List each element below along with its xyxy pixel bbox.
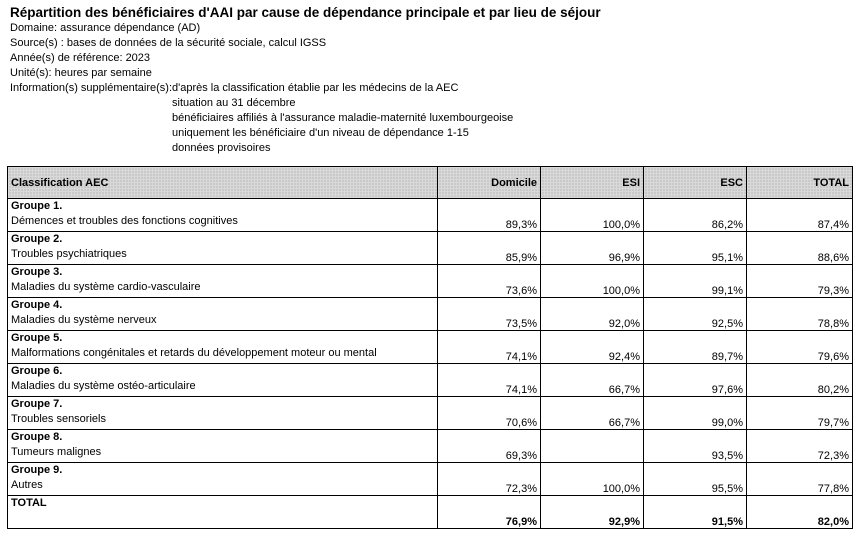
row-label: [8, 397, 438, 430]
page-title: Répartition des bénéficiaires d'AAI par cause de dépendance principale et par lieu de séjour: [10, 5, 601, 20]
group-description: Autres: [11, 479, 43, 491]
data-table: [7, 166, 853, 529]
group-name: Groupe 3.: [11, 266, 63, 278]
cell-domicile: 73,6%: [438, 265, 541, 298]
table-total-row: [8, 496, 853, 529]
table-row: [8, 298, 853, 331]
group-name: Groupe 7.: [11, 398, 63, 410]
row-label: [8, 463, 438, 496]
group-description: Troubles psychiatriques: [11, 248, 127, 260]
group-name: Groupe 8.: [11, 431, 63, 443]
row-label: [8, 232, 438, 265]
meta-unites: Unité(s): heures par semaine: [10, 67, 152, 79]
meta-sources: Source(s) : bases de données de la sécurité sociale, calcul IGSS: [10, 37, 327, 49]
cell-esc: 97,6%: [644, 364, 747, 397]
cell-esc: 99,1%: [644, 265, 747, 298]
total-label: TOTAL: [8, 496, 438, 529]
cell-esi: 96,9%: [541, 232, 644, 265]
row-label: [8, 298, 438, 331]
table-row: [8, 265, 853, 298]
total-esc: 91,5%: [644, 496, 747, 529]
total-domicile: 76,9%: [438, 496, 541, 529]
group-description: Maladies du système cardio-vasculaire: [11, 281, 201, 293]
meta-domaine: Domaine: assurance dépendance (AD): [10, 22, 201, 34]
cell-total: 88,6%: [747, 232, 853, 265]
table-header-row: [8, 167, 853, 199]
cell-esc: 95,1%: [644, 232, 747, 265]
group-name: Groupe 6.: [11, 365, 63, 377]
group-name: Groupe 1.: [11, 200, 63, 212]
meta-info-line: d'après la classification établie par les médecins de la AEC: [172, 82, 459, 94]
cell-total: 77,8%: [747, 463, 853, 496]
group-name: Groupe 4.: [11, 299, 63, 311]
cell-domicile: 85,9%: [438, 232, 541, 265]
meta-info-line: bénéficiaires affiliés à l'assurance maladie-maternité luxembourgeoise: [172, 112, 514, 124]
cell-esi: 66,7%: [541, 397, 644, 430]
cell-domicile: 70,6%: [438, 397, 541, 430]
cell-domicile: 89,3%: [438, 199, 541, 232]
row-label: [8, 430, 438, 463]
meta-info-line: données provisoires: [172, 142, 271, 154]
group-description: Démences et troubles des fonctions cognitives: [11, 215, 238, 227]
cell-esc: 93,5%: [644, 430, 747, 463]
cell-esi: [541, 430, 644, 463]
table-row: [8, 199, 853, 232]
cell-total: 79,7%: [747, 397, 853, 430]
total-total: 82,0%: [747, 496, 853, 529]
cell-total: 72,3%: [747, 430, 853, 463]
header-esi: ESI: [541, 167, 644, 199]
cell-domicile: 73,5%: [438, 298, 541, 331]
meta-info-label: Information(s) supplémentaire(s):: [10, 82, 173, 94]
group-description: Troubles sensoriels: [11, 413, 106, 425]
cell-domicile: 72,3%: [438, 463, 541, 496]
header-total: TOTAL: [747, 167, 853, 199]
row-label: [8, 331, 438, 364]
cell-total: 79,6%: [747, 331, 853, 364]
cell-esi: 100,0%: [541, 199, 644, 232]
header-domicile: Domicile: [438, 167, 541, 199]
cell-total: 78,8%: [747, 298, 853, 331]
cell-total: 87,4%: [747, 199, 853, 232]
table-row: [8, 463, 853, 496]
cell-esi: 100,0%: [541, 463, 644, 496]
row-label: [8, 199, 438, 232]
row-label: [8, 265, 438, 298]
group-name: Groupe 2.: [11, 233, 63, 245]
cell-total: 79,3%: [747, 265, 853, 298]
cell-esc: 89,7%: [644, 331, 747, 364]
row-label: [8, 364, 438, 397]
header-classification: Classification AEC: [8, 167, 438, 199]
group-description: Maladies du système nerveux: [11, 314, 157, 326]
cell-esi: 92,0%: [541, 298, 644, 331]
total-esi: 92,9%: [541, 496, 644, 529]
cell-domicile: 74,1%: [438, 331, 541, 364]
cell-esi: 66,7%: [541, 364, 644, 397]
table-row: [8, 397, 853, 430]
table-row: [8, 232, 853, 265]
cell-esc: 99,0%: [644, 397, 747, 430]
cell-esi: 100,0%: [541, 265, 644, 298]
cell-esi: 92,4%: [541, 331, 644, 364]
group-name: Groupe 9.: [11, 464, 63, 476]
table-row: [8, 331, 853, 364]
table-row: [8, 364, 853, 397]
cell-domicile: 74,1%: [438, 364, 541, 397]
cell-total: 80,2%: [747, 364, 853, 397]
group-description: Malformations congénitales et retards du développement moteur ou mental: [11, 347, 377, 359]
cell-esc: 95,5%: [644, 463, 747, 496]
cell-domicile: 69,3%: [438, 430, 541, 463]
header-esc: ESC: [644, 167, 747, 199]
meta-annee: Année(s) de référence: 2023: [10, 52, 151, 64]
meta-info-line: uniquement les bénéficiaire d'un niveau de dépendance 1-15: [172, 127, 469, 139]
meta-info-line: situation au 31 décembre: [172, 97, 296, 109]
group-description: Tumeurs malignes: [11, 446, 102, 458]
cell-esc: 86,2%: [644, 199, 747, 232]
group-description: Maladies du système ostéo-articulaire: [11, 380, 196, 392]
table-row: [8, 430, 853, 463]
group-name: Groupe 5.: [11, 332, 63, 344]
cell-esc: 92,5%: [644, 298, 747, 331]
